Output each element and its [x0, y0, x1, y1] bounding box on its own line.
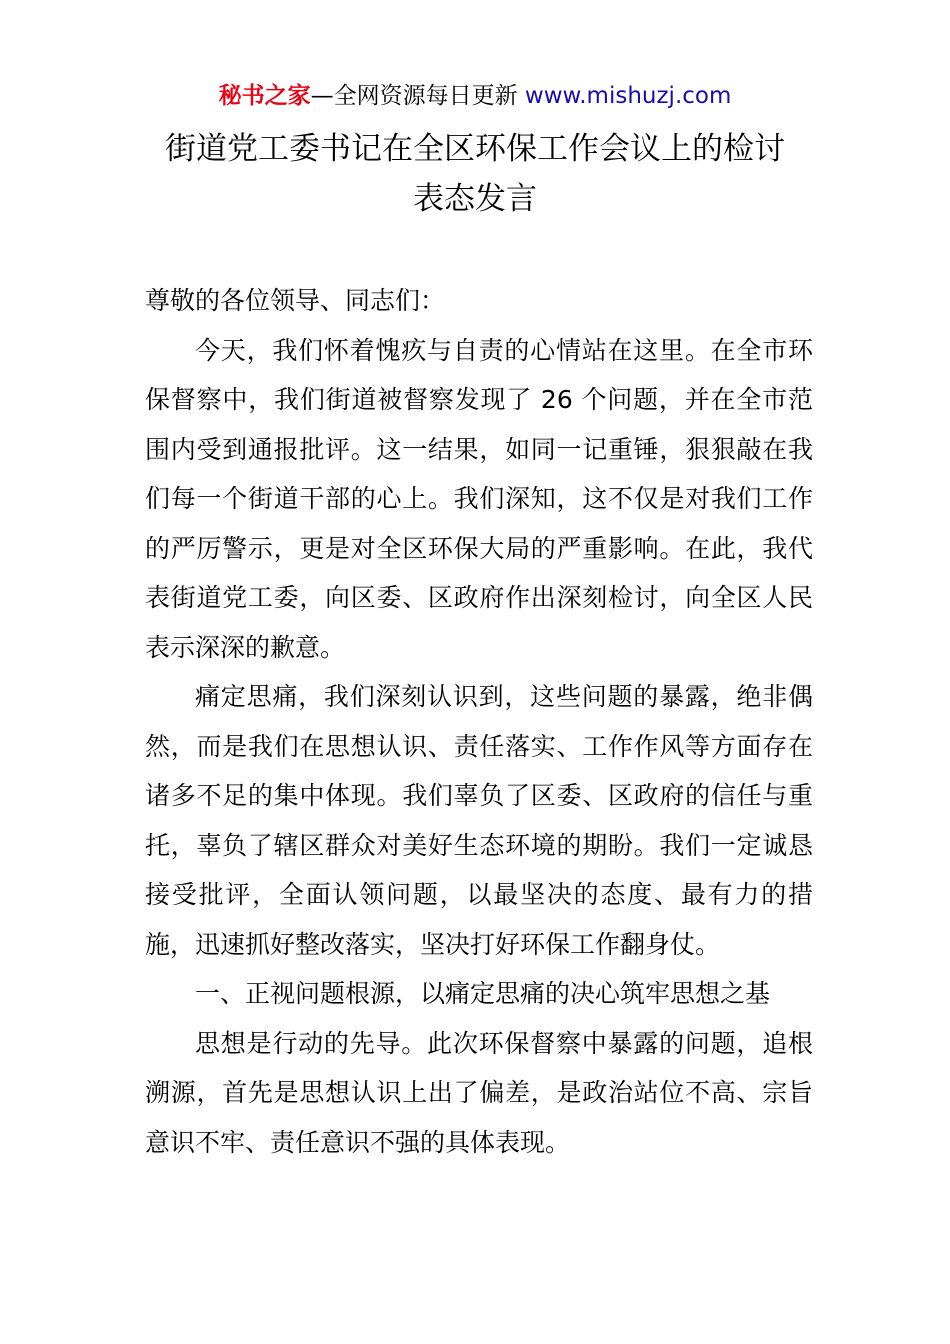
site-header: [0, 80, 950, 112]
document-body: [145, 276, 813, 1167]
paragraph-1: 今天，我们怀着愧疚与自责的心情站在这里。在全市环保督察中，我们街道被督察发现了 26 个问题，并在全市范围内受到通报批评。这一结果，如同一记重锤，狠狠敲在我们每一个街道干部的心上。我们深知，这不仅是对我们工作的严厉警示，更是对全区环保大局的严重影响。在此，我代表街道党工委，向区委、区政府作出深刻检讨，向全区人民表示深深的歉意。: [145, 335, 813, 662]
salutation: 尊敬的各位领导、同志们：: [145, 286, 446, 315]
brand-name: 秘书之家: [218, 83, 311, 109]
title-line-2: 表态发言: [413, 181, 537, 217]
header-tagline: —全网资源每日更新: [310, 83, 525, 109]
document-title: [0, 124, 950, 224]
site-url-link[interactable]: www.mishuzj.com: [524, 83, 732, 109]
section-heading: 一、正视问题根源，以痛定思痛的决心筑牢思想之基: [195, 979, 771, 1008]
paragraph-2: 痛定思痛，我们深刻认识到，这些问题的暴露，绝非偶然，而是我们在思想认识、责任落实、工作作风等方面存在诸多不足的集中体现。我们辜负了区委、区政府的信任与重托，辜负了辖区群众对美好生态环境的期盼。我们一定诚恳接受批评，全面认领问题，以最坚决的态度、最有力的措施，迅速抓好整改落实，坚决打好环保工作翻身仗。: [145, 682, 813, 959]
title-line-1: 街道党工委书记在全区环保工作会议上的检讨: [165, 131, 785, 167]
section-paragraph: 思想是行动的先导。此次环保督察中暴露的问题，追根溯源，首先是思想认识上出了偏差，是政治站位不高、宗旨意识不牢、责任意识不强的具体表现。: [145, 1028, 813, 1157]
